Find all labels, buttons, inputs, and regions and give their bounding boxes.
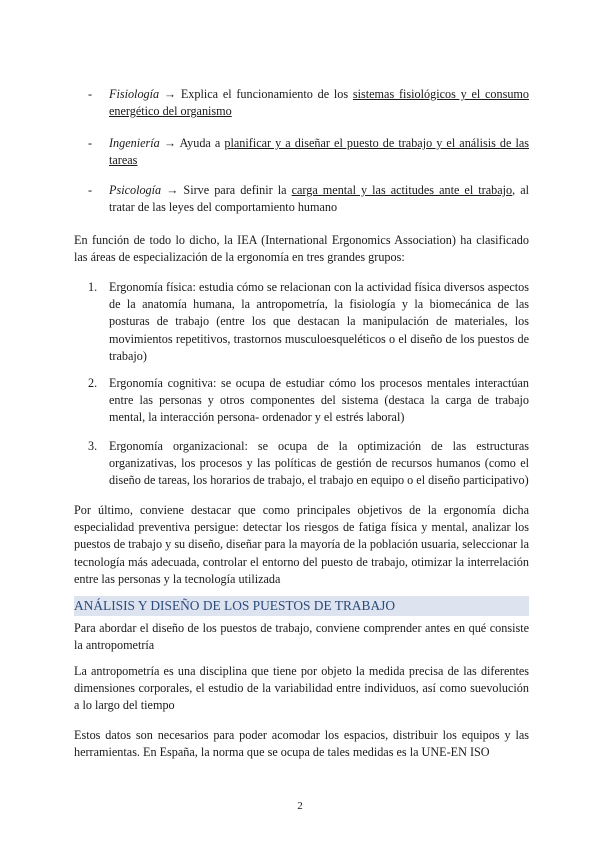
list-dash: -	[88, 183, 93, 197]
numbered-item-2	[88, 375, 529, 427]
section-paragraph: Estos datos son necesarios para poder acomodar los espacios, distribuir los equipos y las herramientas. En España, la norma que se ocupa de tales medidas es la UNE-EN ISO	[74, 728, 529, 760]
underlined-phrase: sistemas fisiológicos y el consumo energético del organismo	[109, 87, 530, 119]
intro-paragraph: En función de todo lo dicho, la IEA (International Ergonomics Association) ha clasificado las áreas de especialización de la ergonomía en tres grandes grupos:	[74, 233, 529, 265]
discipline-description-tail: , al tratar de las leyes del comportamiento humano	[109, 183, 530, 215]
discipline-text	[88, 135, 529, 169]
arrow-glyph: →	[166, 183, 179, 197]
item-number: 2.	[88, 376, 98, 390]
arrow-glyph: →	[163, 87, 177, 101]
discipline-term: Ingeniería	[109, 136, 160, 150]
section-heading: ANÁLISIS Y DISEÑO DE LOS PUESTOS DE TRABAJO	[74, 596, 529, 616]
item-number: 1.	[88, 280, 98, 294]
item-number: 3.	[88, 439, 98, 453]
arrow-glyph: →	[163, 136, 177, 150]
underlined-phrase: planificar y a diseñar el puesto de trabajo y el análisis de las tareas	[109, 136, 530, 168]
discipline-text	[88, 182, 529, 216]
discipline-text	[88, 86, 529, 120]
item-text: Ergonomía física: estudia cómo se relacionan con la actividad física diversos aspectos de la anatomía humana, la antropometría, la fisiología y la biomecánica de las posturas de trabajo (entre los que destacan la manipulación de materiales, los movimientos repetitivos, trastornos musculoesqueléticos o el diseño de los puestos de trabajo)	[109, 280, 529, 363]
discipline-term: Fisiología	[109, 87, 160, 101]
underlined-phrase: carga mental y las actitudes ante el trabajo	[291, 183, 513, 197]
section-paragraph: La antropometría es una disciplina que tiene por objeto la medida precisa de las diferentes dimensiones corporales, el estudio de la variabilidad entre individuos, así como suevolución a lo largo del tiempo	[74, 664, 529, 713]
discipline-item-fisiologia	[88, 86, 529, 120]
discipline-item-ingenieria	[88, 135, 529, 169]
discipline-item-psicologia	[88, 182, 529, 216]
discipline-term: Psicología	[109, 183, 162, 197]
page-number: 2	[297, 800, 303, 812]
discipline-description: Explica el funcionamiento de los	[180, 87, 349, 101]
numbered-item-3	[88, 438, 529, 490]
item-text: Ergonomía cognitiva: se ocupa de estudiar cómo los procesos mentales interactúan entre las personas y otros componentes del sistema (destaca la carga de trabajo mental, la interacción persona- ordenador y el estrés laboral)	[109, 376, 529, 425]
numbered-item-1	[88, 279, 529, 365]
conclusion-paragraph: Por último, conviene destacar que como principales objetivos de la ergonomía dicha especialidad preventiva persigue: detectar los riesgos de fatiga física y mental, analizar los puestos de trabajo y su diseño, diseñar para la mayoría de la población usuaria, seleccionar la tecnología más adecuada, controlar el entorno del puesto de trabajo, otimizar la interrelación entre las personas y la tecnología utilizada	[74, 503, 529, 586]
list-dash: -	[88, 136, 93, 150]
section-paragraph: Para abordar el diseño de los puestos de trabajo, conviene comprender antes en qué consiste la antropometría	[74, 621, 529, 653]
list-dash: -	[88, 87, 93, 101]
discipline-description: Sirve para definir la	[183, 183, 287, 197]
item-text: Ergonomía organizacional: se ocupa de la optimización de las estructuras organizativas, los procesos y las políticas de gestión de recursos humanos (como el diseño de tareas, los horarios de trabajo, el trabajo en equipo o el diseño participativo)	[109, 439, 529, 488]
discipline-description: Ayuda a	[179, 136, 221, 150]
